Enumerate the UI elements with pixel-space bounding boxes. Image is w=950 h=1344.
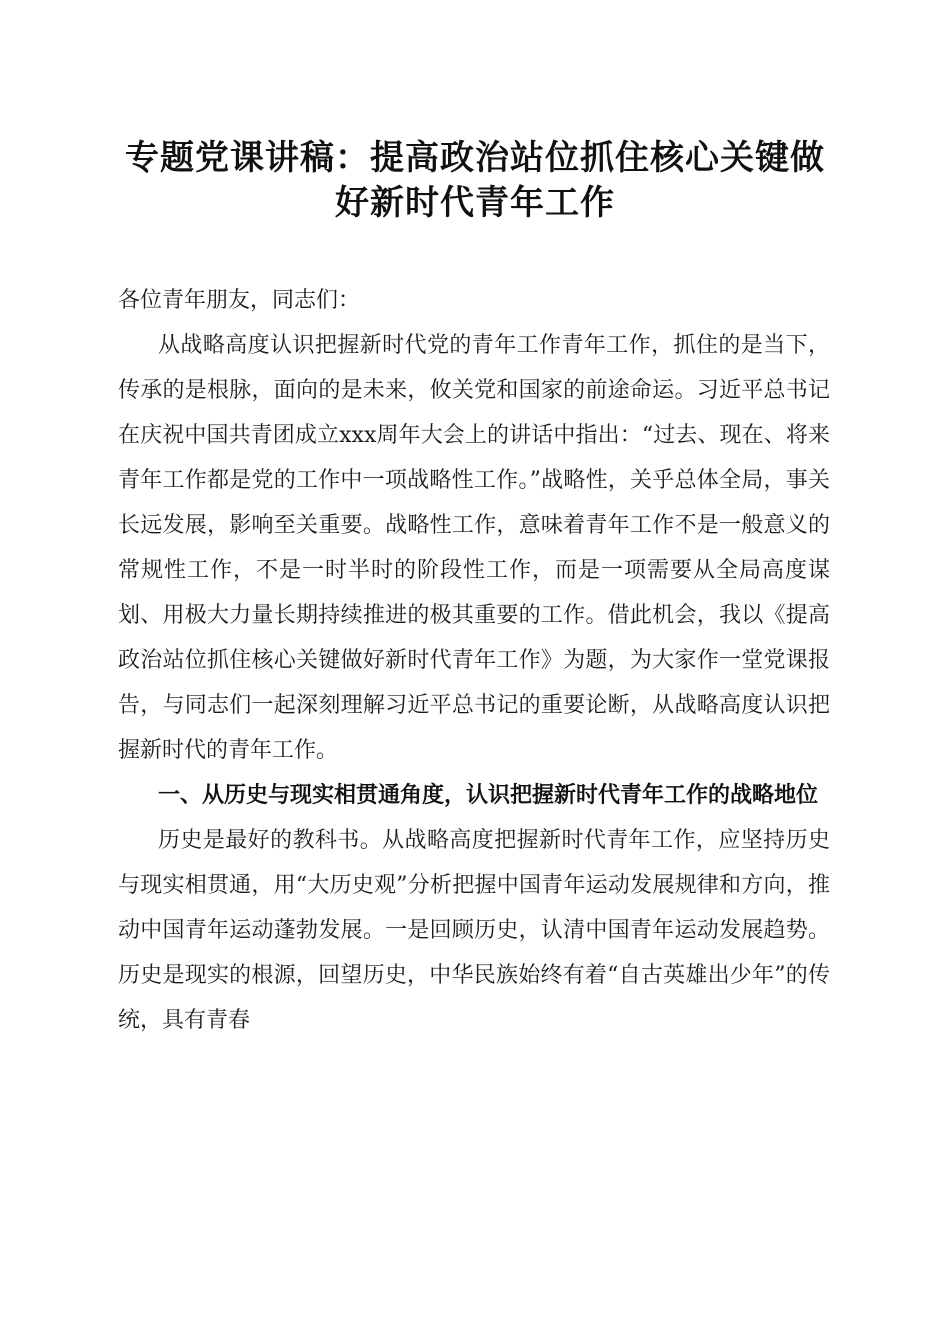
salutation: 各位青年朋友，同志们： [118, 288, 361, 313]
paragraph-intro: 从战略高度认识把握新时代党的青年工作青年工作，抓住的是当下，传承的是根脉，面向的是未来，攸关党和国家的前途命运。习近平总书记在庆祝中国共青团成立xxx周年大会上的讲话中指出：“过去、现在、将来青年工作都是党的工作中一项战略性工作。”战略性，关乎总体全局，事关长远发展，影响至关重要。战略性工作，意味着青年工作不是一般意义的常规性工作，不是一时半时的阶段性工作，而是一项需要从全局高度谋划、用极大力量长期持续推进的极其重要的工作。借此机会，我以《提高政治站位抓住核心关键做好新时代青年工作》为题，为大家作一堂党课报告，与同志们一起深刻理解习近平总书记的重要论断，从战略高度认识把握新时代的青年工作。 [118, 333, 830, 763]
title-line-2: 好新时代青年工作 [335, 183, 615, 223]
document-title [100, 136, 850, 226]
section-heading-1: 一、从历史与现实相贯通角度，认识把握新时代青年工作的战略地位 [158, 783, 819, 808]
title-line-1: 专题党课讲稿：提高政治站位抓住核心关键做 [125, 138, 825, 178]
document-body [118, 278, 830, 1043]
paragraph-history: 历史是最好的教科书。从战略高度把握新时代青年工作，应坚持历史与现实相贯通，用“大历史观”分析把握中国青年运动发展规律和方向，推动中国青年运动蓬勃发展。一是回顾历史，认清中国青年运动发展趋势。历史是现实的根源，回望历史，中华民族始终有着“自古英雄出少年”的传统，具有青春 [118, 828, 830, 1033]
